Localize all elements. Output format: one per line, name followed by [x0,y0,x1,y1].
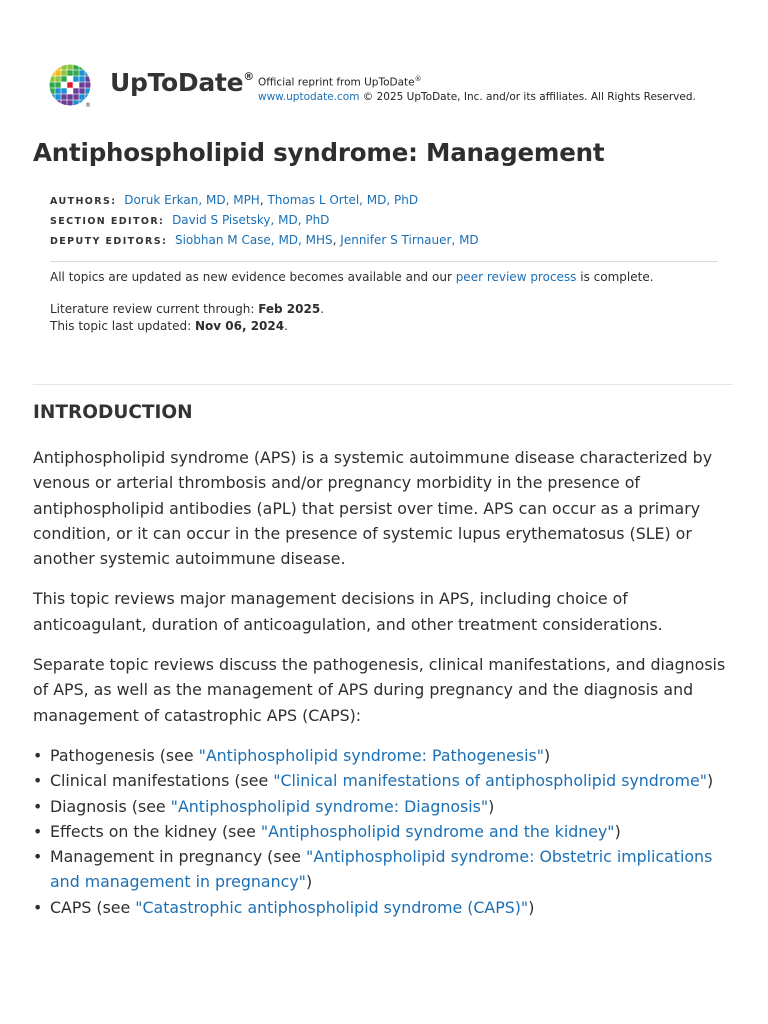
logo-tile [55,76,60,81]
list-item: • Clinical manifestations (see "Clinical manifestations of antiphospholipid syndrome") [33,768,737,793]
section-editor-label: SECTION EDITOR: [50,216,165,227]
page-header [49,64,739,108]
list-separator: , [332,233,341,247]
section-editor-link[interactable]: David S Pisetsky, MD, PhD [172,213,330,227]
logo-tile [79,82,84,87]
logo-tile [55,82,60,87]
logo-tile [73,100,78,105]
section-divider [33,384,733,385]
uptodate-globe-icon[interactable] [49,64,95,108]
list-item: • Effects on the kidney (see "Antiphospholipid syndrome and the kidney") [33,819,737,844]
reprint-notice [258,72,696,104]
list-separator: , [259,193,268,207]
authors-row [50,191,479,211]
logo-tile [79,100,84,105]
logo-tile [67,88,72,93]
logo-tile [67,76,72,81]
logo-tile [61,100,66,105]
logo-tile [79,70,84,75]
logo-tile [67,94,72,99]
logo-tile [73,88,78,93]
peer-review-link[interactable]: peer review process [455,270,577,284]
literature-review-date: Feb 2025 [258,302,321,316]
brand-name[interactable]: UpToDate® [110,68,254,97]
logo-tile [73,94,78,99]
logo-tile [55,70,60,75]
topic-link[interactable]: "Antiphospholipid syndrome and the kidney" [260,821,615,841]
topic-link[interactable]: "Clinical manifestations of antiphospholipid syndrome" [273,771,708,791]
section-editor-row [50,211,479,231]
logo-tile [79,76,84,81]
last-updated-line: This topic last updated: Nov 06, 2024. [50,319,288,333]
logo-tile [79,88,84,93]
logo-tile [49,88,54,93]
paragraph-related-topics: Separate topic reviews discuss the pathogenesis, clinical manifestations, and diagnosis of APS, as well as the management of APS during pregnancy and the diagnosis and management of catastrophic APS (CAPS): [33,655,726,725]
section-body [33,445,737,920]
list-item: • Management in pregnancy (see "Antiphospholipid syndrome: Obstetric implications and management in pregnancy") [33,844,737,895]
page-title: Antiphospholipid syndrome: Management [33,138,605,167]
logo-tile [79,64,84,69]
deputy-editor-link[interactable]: Jennifer S Tirnauer, MD [340,233,479,247]
logo-tile [49,76,54,81]
author-link[interactable]: Doruk Erkan, MD, MPH [124,193,260,207]
topic-contributors [50,191,479,251]
copyright-text: © 2025 UpToDate, Inc. and/or its affiliates. All Rights Reserved. [359,90,696,103]
logo-tile [73,76,78,81]
logo-tile [61,64,66,69]
related-topics-list [33,743,737,920]
logo-tile [85,76,90,81]
logo-tile [85,82,90,87]
logo-tile [61,70,66,75]
logo-tile [67,64,72,69]
logo-tile [61,94,66,99]
logo-tile [73,64,78,69]
logo-tile [85,70,90,75]
logo-tile [61,76,66,81]
topic-link[interactable]: "Antiphospholipid syndrome: Diagnosis" [170,796,489,816]
logo-tile [79,94,84,99]
list-item: • CAPS (see "Catastrophic antiphospholipid syndrome (CAPS)") [33,895,737,920]
topic-link[interactable]: "Antiphospholipid syndrome: Obstetric implications and management in pregnancy" [50,847,713,892]
uptodate-site-link[interactable]: www.uptodate.com [258,90,360,103]
logo-tile [49,82,54,87]
section-heading: INTRODUCTION [33,402,193,423]
copyright-line [258,90,696,104]
deputy-editors-label: DEPUTY EDITORS: [50,236,168,247]
list-item: • Diagnosis (see "Antiphospholipid syndrome: Diagnosis") [33,794,737,819]
logo-tile [61,82,66,87]
author-link[interactable]: Thomas L Ortel, MD, PhD [267,193,419,207]
deputy-editor-link[interactable]: Siobhan M Case, MD, MHS [174,233,333,247]
logo-tile [55,64,60,69]
logo-tile [49,64,54,69]
logo-tile [85,94,90,99]
logo-tile [85,64,90,69]
topic-link[interactable]: "Catastrophic antiphospholipid syndrome (CAPS)" [135,897,529,917]
logo-tile [67,82,72,87]
update-notice: All topics are updated as new evidence becomes available and our peer review process is complete. [50,270,654,284]
logo-tile [55,100,60,105]
last-updated-date: Nov 06, 2024 [194,319,285,333]
review-dates [50,301,324,335]
logo-tile [61,88,66,93]
logo-tile [55,88,60,93]
logo-tile [85,88,90,93]
logo-tile [67,70,72,75]
paragraph-scope: This topic reviews major management decisions in APS, including choice of anticoagulant, duration of anticoagulation, and other treatment considerations. [33,589,663,634]
deputy-editors-row [50,231,479,251]
divider [50,261,718,262]
authors-label: AUTHORS: [50,196,117,207]
logo-tile [67,100,72,105]
literature-review-line: Literature review current through: Feb 2025. [50,302,325,316]
logo-tile [49,70,54,75]
topic-link[interactable]: "Antiphospholipid syndrome: Pathogenesis" [198,745,544,765]
logo-tile [73,82,78,87]
logo-registered-mark: ® [85,102,91,108]
reprint-line: Official reprint from UpToDate® [258,75,422,89]
logo-tile [49,100,54,105]
logo-tile [55,94,60,99]
list-item: • Pathogenesis (see "Antiphospholipid syndrome: Pathogenesis") [33,743,737,768]
logo-tile [73,70,78,75]
paragraph-intro: Antiphospholipid syndrome (APS) is a systemic autoimmune disease characterized by venous or arterial thrombosis and/or pregnancy morbidity in the presence of antiphospholipid antibodies (aPL) that persist over time. APS can occur as a primary condition, or it can occur in the presence of systemic lupus erythematosus (SLE) or another systemic autoimmune disease. [33,448,713,569]
logo-tile [49,94,54,99]
